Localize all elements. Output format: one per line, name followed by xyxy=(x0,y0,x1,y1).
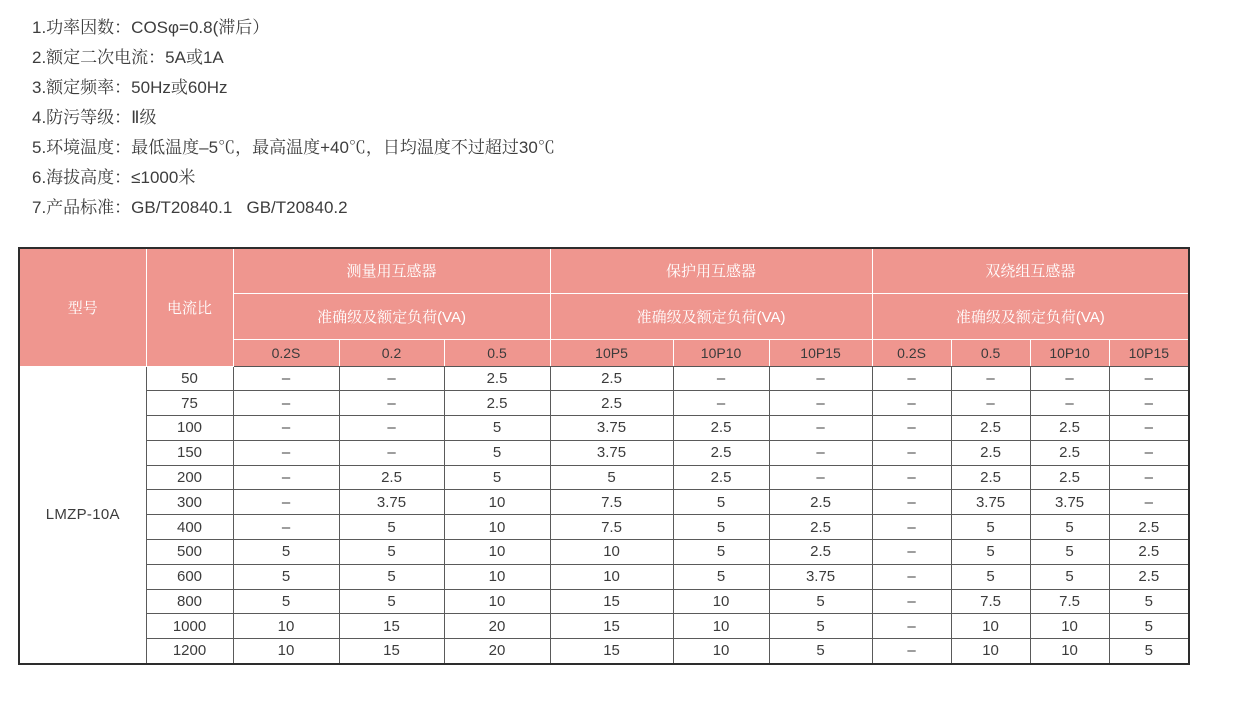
protection-group-header: 保护用互感器 xyxy=(550,248,872,293)
value-cell: – xyxy=(339,391,444,416)
value-cell: 10 xyxy=(444,564,550,589)
value-cell: – xyxy=(872,589,951,614)
value-cell: – xyxy=(872,540,951,565)
value-cell: 5 xyxy=(1030,515,1109,540)
value-cell: – xyxy=(872,391,951,416)
value-cell: 2.5 xyxy=(1109,564,1189,589)
value-cell: 2.5 xyxy=(673,416,769,441)
ratio-column-header: 电流比 xyxy=(146,248,233,366)
value-cell: 2.5 xyxy=(1030,416,1109,441)
value-cell: 10 xyxy=(673,639,769,664)
value-cell: 5 xyxy=(769,589,872,614)
value-cell: 2.5 xyxy=(550,366,673,391)
value-cell: 10 xyxy=(673,589,769,614)
value-cell: 10 xyxy=(444,540,550,565)
table-row xyxy=(19,391,1189,416)
value-cell: 5 xyxy=(769,639,872,664)
value-cell: – xyxy=(872,614,951,639)
current-ratio-cell: 75 xyxy=(146,391,233,416)
value-cell: 15 xyxy=(550,639,673,664)
value-cell: 5 xyxy=(339,589,444,614)
value-cell: 2.5 xyxy=(769,490,872,515)
value-cell: – xyxy=(233,440,339,465)
value-cell: 7.5 xyxy=(1030,589,1109,614)
value-cell: 3.75 xyxy=(769,564,872,589)
value-cell: 2.5 xyxy=(1109,540,1189,565)
measuring-subtitle: 准确级及额定负荷(VA) xyxy=(233,293,550,339)
value-cell: – xyxy=(1030,391,1109,416)
value-cell: 10 xyxy=(444,490,550,515)
value-cell: 2.5 xyxy=(673,465,769,490)
value-cell: 10 xyxy=(951,614,1030,639)
accuracy-class-header: 0.5 xyxy=(444,339,550,366)
value-cell: 2.5 xyxy=(951,416,1030,441)
value-cell: – xyxy=(233,490,339,515)
protection-subtitle: 准确级及额定负荷(VA) xyxy=(550,293,872,339)
model-cell: LMZP-10A xyxy=(19,366,146,664)
current-ratio-cell: 300 xyxy=(146,490,233,515)
current-ratio-cell: 50 xyxy=(146,366,233,391)
value-cell: 5 xyxy=(444,465,550,490)
value-cell: 5 xyxy=(1109,589,1189,614)
value-cell: 5 xyxy=(673,540,769,565)
value-cell: 5 xyxy=(233,564,339,589)
value-cell: – xyxy=(673,366,769,391)
value-cell: – xyxy=(1109,465,1189,490)
value-cell: – xyxy=(339,416,444,441)
accuracy-class-header: 10P15 xyxy=(1109,339,1189,366)
value-cell: 2.5 xyxy=(769,540,872,565)
value-cell: – xyxy=(233,366,339,391)
value-cell: 5 xyxy=(951,564,1030,589)
spec-line: 2.额定二次电流：5A或1A xyxy=(32,48,224,67)
table-row xyxy=(19,416,1189,441)
table-row xyxy=(19,589,1189,614)
value-cell: – xyxy=(1109,440,1189,465)
value-cell: 5 xyxy=(673,490,769,515)
value-cell: – xyxy=(1109,416,1189,441)
value-cell: 2.5 xyxy=(769,515,872,540)
value-cell: 15 xyxy=(550,589,673,614)
value-cell: 20 xyxy=(444,614,550,639)
value-cell: 20 xyxy=(444,639,550,664)
value-cell: 10 xyxy=(1030,614,1109,639)
value-cell: 5 xyxy=(769,614,872,639)
value-cell: 5 xyxy=(339,540,444,565)
value-cell: – xyxy=(872,465,951,490)
value-cell: 10 xyxy=(550,564,673,589)
value-cell: – xyxy=(769,440,872,465)
value-cell: 3.75 xyxy=(550,440,673,465)
accuracy-class-header: 0.5 xyxy=(951,339,1030,366)
value-cell: 2.5 xyxy=(444,366,550,391)
value-cell: 2.5 xyxy=(1030,440,1109,465)
accuracy-class-header: 0.2S xyxy=(872,339,951,366)
value-cell: – xyxy=(1109,391,1189,416)
value-cell: – xyxy=(951,366,1030,391)
value-cell: 5 xyxy=(673,564,769,589)
spec-line: 7.产品标准：GB/T20840.1 GB/T20840.2 xyxy=(32,198,348,217)
current-ratio-cell: 1200 xyxy=(146,639,233,664)
value-cell: – xyxy=(769,366,872,391)
value-cell: 10 xyxy=(673,614,769,639)
value-cell: 2.5 xyxy=(951,465,1030,490)
value-cell: – xyxy=(673,391,769,416)
value-cell: – xyxy=(951,391,1030,416)
value-cell: 3.75 xyxy=(550,416,673,441)
accuracy-class-header: 10P10 xyxy=(1030,339,1109,366)
table-row xyxy=(19,465,1189,490)
value-cell: 10 xyxy=(233,614,339,639)
table-row xyxy=(19,440,1189,465)
value-cell: 5 xyxy=(444,440,550,465)
value-cell: 10 xyxy=(233,639,339,664)
current-ratio-cell: 200 xyxy=(146,465,233,490)
current-ratio-cell: 600 xyxy=(146,564,233,589)
value-cell: 2.5 xyxy=(1030,465,1109,490)
value-cell: 10 xyxy=(444,589,550,614)
table-row xyxy=(19,564,1189,589)
value-cell: – xyxy=(872,490,951,515)
value-cell: 10 xyxy=(951,639,1030,664)
value-cell: 5 xyxy=(339,564,444,589)
value-cell: 5 xyxy=(1030,540,1109,565)
value-cell: 15 xyxy=(550,614,673,639)
spec-line: 6.海拔高度：≤1000米 xyxy=(32,168,196,187)
current-ratio-cell: 800 xyxy=(146,589,233,614)
value-cell: – xyxy=(872,564,951,589)
header-group-row xyxy=(19,248,1189,293)
value-cell: – xyxy=(1030,366,1109,391)
rating-table xyxy=(18,247,1190,665)
value-cell: 5 xyxy=(951,515,1030,540)
value-cell: 5 xyxy=(1109,639,1189,664)
value-cell: 2.5 xyxy=(550,391,673,416)
value-cell: – xyxy=(339,366,444,391)
measuring-group-header: 测量用互感器 xyxy=(233,248,550,293)
table-row xyxy=(19,366,1189,391)
value-cell: 10 xyxy=(550,540,673,565)
accuracy-class-header: 0.2S xyxy=(233,339,339,366)
accuracy-class-header: 10P10 xyxy=(673,339,769,366)
value-cell: 5 xyxy=(1030,564,1109,589)
value-cell: – xyxy=(339,440,444,465)
value-cell: – xyxy=(769,465,872,490)
value-cell: 10 xyxy=(444,515,550,540)
value-cell: – xyxy=(872,416,951,441)
current-ratio-cell: 500 xyxy=(146,540,233,565)
value-cell: 7.5 xyxy=(550,490,673,515)
spec-line: 3.额定频率：50Hz或60Hz xyxy=(32,78,228,97)
value-cell: – xyxy=(872,639,951,664)
value-cell: – xyxy=(1109,366,1189,391)
value-cell: – xyxy=(1109,490,1189,515)
value-cell: 2.5 xyxy=(673,440,769,465)
value-cell: 5 xyxy=(233,540,339,565)
value-cell: 3.75 xyxy=(339,490,444,515)
value-cell: 15 xyxy=(339,614,444,639)
dual-winding-subtitle: 准确级及额定负荷(VA) xyxy=(872,293,1189,339)
current-ratio-cell: 150 xyxy=(146,440,233,465)
spec-line: 5.环境温度：最低温度–5℃，最高温度+40℃，日均温度不过超过30℃ xyxy=(32,138,555,157)
spec-line: 1.功率因数：COSφ=0.8(滞后） xyxy=(32,18,270,37)
dual-winding-group-header: 双绕组互感器 xyxy=(872,248,1189,293)
value-cell: – xyxy=(872,440,951,465)
value-cell: 5 xyxy=(1109,614,1189,639)
model-column-header: 型号 xyxy=(19,248,146,366)
value-cell: – xyxy=(233,515,339,540)
value-cell: 5 xyxy=(339,515,444,540)
accuracy-class-header: 10P15 xyxy=(769,339,872,366)
value-cell: 5 xyxy=(550,465,673,490)
value-cell: 2.5 xyxy=(444,391,550,416)
value-cell: 3.75 xyxy=(1030,490,1109,515)
accuracy-class-header: 0.2 xyxy=(339,339,444,366)
table-row xyxy=(19,490,1189,515)
value-cell: – xyxy=(872,366,951,391)
value-cell: 5 xyxy=(951,540,1030,565)
table-row xyxy=(19,515,1189,540)
value-cell: – xyxy=(233,465,339,490)
value-cell: 3.75 xyxy=(951,490,1030,515)
value-cell: 2.5 xyxy=(339,465,444,490)
value-cell: – xyxy=(872,515,951,540)
value-cell: 5 xyxy=(673,515,769,540)
value-cell: 7.5 xyxy=(550,515,673,540)
value-cell: 10 xyxy=(1030,639,1109,664)
spec-line: 4.防污等级：Ⅱ级 xyxy=(32,108,157,127)
current-ratio-cell: 1000 xyxy=(146,614,233,639)
value-cell: – xyxy=(769,416,872,441)
table-row xyxy=(19,639,1189,664)
current-ratio-cell: 100 xyxy=(146,416,233,441)
value-cell: 2.5 xyxy=(951,440,1030,465)
value-cell: 5 xyxy=(444,416,550,441)
value-cell: – xyxy=(233,391,339,416)
value-cell: 5 xyxy=(233,589,339,614)
current-ratio-cell: 400 xyxy=(146,515,233,540)
value-cell: 15 xyxy=(339,639,444,664)
table-row xyxy=(19,540,1189,565)
accuracy-class-header: 10P5 xyxy=(550,339,673,366)
value-cell: 7.5 xyxy=(951,589,1030,614)
value-cell: – xyxy=(233,416,339,441)
value-cell: – xyxy=(769,391,872,416)
spec-list xyxy=(32,13,555,223)
value-cell: 2.5 xyxy=(1109,515,1189,540)
table-row xyxy=(19,614,1189,639)
